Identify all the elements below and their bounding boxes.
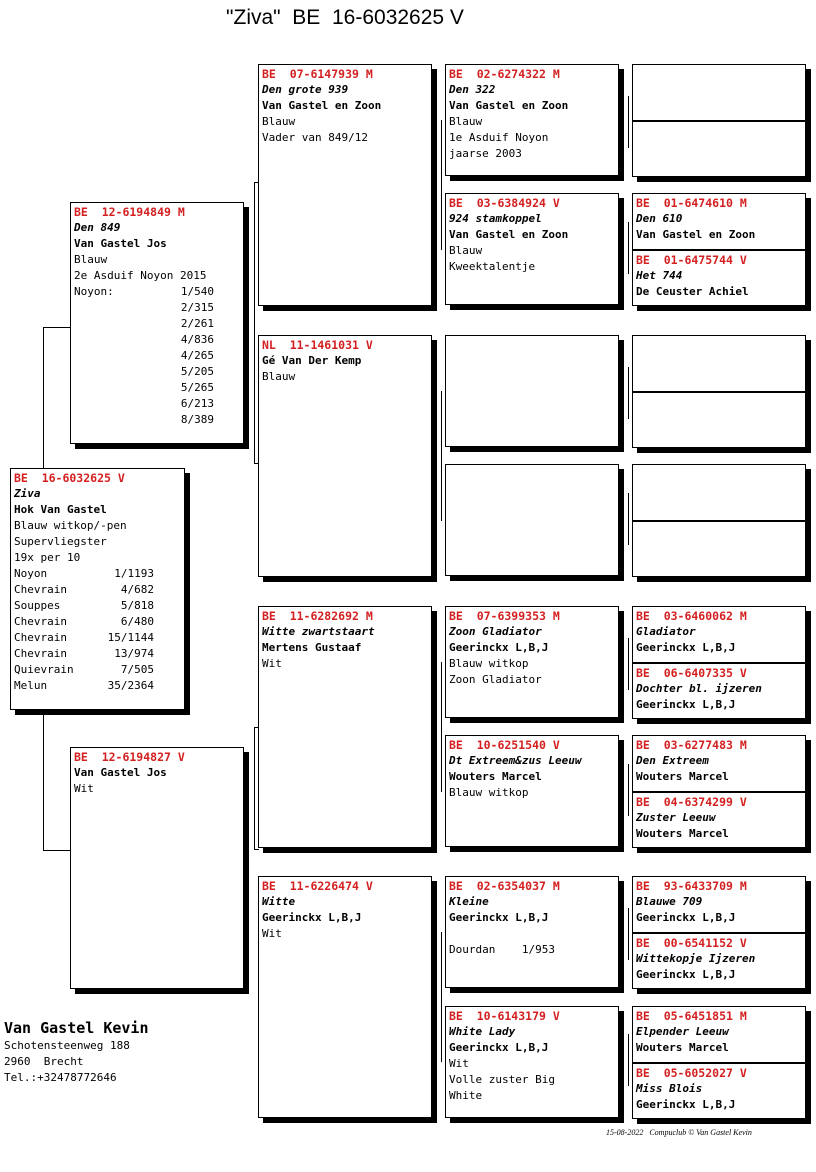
gen4-card[interactable] <box>632 250 806 306</box>
pigeon-name: Gladiator <box>636 625 696 638</box>
mother-card[interactable] <box>70 747 244 989</box>
ring-number: BE 12-6194827 V <box>74 750 185 764</box>
connector <box>628 222 629 274</box>
info-line: Blauw <box>262 370 296 383</box>
pigeon-name: Het 744 <box>636 269 683 282</box>
connector <box>441 391 442 521</box>
result-row: Noyon: 1/540 <box>74 285 214 298</box>
gen3-card[interactable] <box>445 876 619 988</box>
pigeon-name: Elpender Leeuw <box>636 1025 729 1038</box>
info-line: Supervliegster <box>14 535 107 548</box>
pigeon-name: Witte <box>262 895 296 908</box>
gen3-card[interactable] <box>445 735 619 847</box>
result-row: Chevrain 4/682 <box>14 583 154 596</box>
gen3-card-empty[interactable] <box>445 464 619 576</box>
result-row: Chevrain 13/974 <box>14 647 154 660</box>
owner: Geerinckx L,B,J <box>449 641 549 654</box>
owner: Geerinckx L,B,J <box>449 1041 549 1054</box>
info-line: Blauw <box>449 244 483 257</box>
connector <box>43 850 70 851</box>
gen4-card-empty[interactable] <box>632 464 806 521</box>
info-line: Blauw <box>449 115 483 128</box>
connector <box>628 638 629 690</box>
owner: Mertens Gustaaf <box>262 641 362 654</box>
granddam-paternal-card[interactable] <box>258 335 432 577</box>
ring-number: BE 06-6407335 V <box>636 666 747 680</box>
gen3-card[interactable] <box>445 64 619 176</box>
connector <box>628 1034 629 1086</box>
fancier-name: Van Gastel Kevin <box>4 1019 149 1037</box>
owner: Wouters Marcel <box>636 770 729 783</box>
owner: Wouters Marcel <box>449 770 542 783</box>
ring-number: BE 02-6274322 M <box>449 67 560 81</box>
info-line <box>449 926 615 942</box>
fancier-street: Schotensteenweg 188 <box>4 1039 130 1052</box>
connector <box>254 182 255 464</box>
info-line: Blauw <box>262 115 296 128</box>
gen4-card-empty[interactable] <box>632 121 806 177</box>
fancier-address <box>4 1018 149 1086</box>
result-row: Chevrain 6/480 <box>14 615 154 628</box>
owner: De Ceuster Achiel <box>636 285 749 298</box>
info-line: Blauw <box>74 253 108 266</box>
connector <box>254 727 255 849</box>
pigeon-name: Den 849 <box>74 221 121 234</box>
result-row: Melun 35/2364 <box>14 679 154 692</box>
pigeon-name: Ziva <box>14 487 41 500</box>
info-line: Kweektalentje <box>449 260 536 273</box>
info-line: Vader van 849/12 <box>262 131 368 144</box>
info-line: Dourdan 1/953 <box>449 943 555 956</box>
ring-number: BE 07-6399353 M <box>449 609 560 623</box>
pigeon-name: 924 stamkoppel <box>449 212 542 225</box>
ring-number: BE 04-6374299 V <box>636 795 747 809</box>
gen4-card[interactable] <box>632 933 806 989</box>
pigeon-name: Den grote 939 <box>262 83 349 96</box>
grandsire-maternal-card[interactable] <box>258 606 432 848</box>
ring-number: BE 02-6354037 M <box>449 879 560 893</box>
connector <box>441 120 442 250</box>
pigeon-name: Wittekopje Ijzeren <box>636 952 756 965</box>
connector <box>43 327 70 328</box>
pigeon-name: Miss Blois <box>636 1082 703 1095</box>
owner: Geerinckx L,B,J <box>636 968 736 981</box>
gen4-card[interactable] <box>632 193 806 250</box>
owner: Van Gastel Jos <box>74 766 167 779</box>
result-row: 2/261 <box>180 317 214 330</box>
gen3-card[interactable] <box>445 193 619 305</box>
owner: Van Gastel en Zoon <box>262 99 382 112</box>
connector <box>628 908 629 960</box>
result-row: 8/389 <box>180 413 214 426</box>
ring-number: BE 03-6277483 M <box>636 738 747 752</box>
ring-number: BE 05-6451851 M <box>636 1009 747 1023</box>
gen4-card-empty[interactable] <box>632 392 806 448</box>
result-row: Souppes 5/818 <box>14 599 154 612</box>
result-row: 5/265 <box>180 381 214 394</box>
ring-number: BE 01-6474610 M <box>636 196 747 210</box>
gen4-card[interactable] <box>632 735 806 792</box>
connector <box>628 96 629 148</box>
ring-number: BE 07-6147939 M <box>262 67 373 81</box>
ring-number: BE 10-6143179 V <box>449 1009 560 1023</box>
info-line: 2e Asduif Noyon 2015 <box>74 269 207 282</box>
info-line: Blauw witkop <box>449 786 529 799</box>
owner: Geerinckx L,B,J <box>636 911 736 924</box>
info-line: Volle zuster Big <box>449 1073 555 1086</box>
owner: Gé Van Der Kemp <box>262 354 362 367</box>
ring-number: BE 16-6032625 V <box>14 471 125 485</box>
owner: Hok Van Gastel <box>14 503 107 516</box>
result-row: Chevrain 15/1144 <box>14 631 154 644</box>
info-line: Wit <box>262 927 282 940</box>
pigeon-name: Zuster Leeuw <box>636 811 716 824</box>
gen4-card[interactable] <box>632 792 806 848</box>
ring-number: BE 93-6433709 M <box>636 879 747 893</box>
connector <box>628 367 629 419</box>
info-line: 1e Asduif Noyon <box>449 131 549 144</box>
owner: Geerinckx L,B,J <box>636 1098 736 1111</box>
pigeon-name: Witte zwartstaart <box>262 625 375 638</box>
pigeon-name: Dt Extreem&zus Leeuw <box>449 754 582 767</box>
info-line: Wit <box>449 1057 469 1070</box>
connector <box>43 709 44 851</box>
result-row: Noyon 1/1193 <box>14 567 154 580</box>
pigeon-name: Blauwe 709 <box>636 895 703 908</box>
gen4-card-empty[interactable] <box>632 64 806 121</box>
owner: Geerinckx L,B,J <box>262 911 362 924</box>
ring-number: BE 03-6460062 M <box>636 609 747 623</box>
gen3-card[interactable] <box>445 1006 619 1118</box>
gen4-card[interactable] <box>632 876 806 933</box>
pigeon-name: White Lady <box>449 1025 516 1038</box>
owner: Van Gastel en Zoon <box>449 99 569 112</box>
info-line: Blauw witkop <box>449 657 529 670</box>
ring-number: BE 01-6475744 V <box>636 253 747 267</box>
result-row: 2/315 <box>180 301 214 314</box>
ring-number: BE 03-6384924 V <box>449 196 560 210</box>
pigeon-name: Den Extreem <box>636 754 709 767</box>
owner: Geerinckx L,B,J <box>449 911 549 924</box>
connector <box>441 662 442 792</box>
result-row: 4/836 <box>180 333 214 346</box>
connector <box>628 764 629 816</box>
result-row: 4/265 <box>180 349 214 362</box>
granddam-maternal-card[interactable] <box>258 876 432 1118</box>
info-line: White <box>449 1089 483 1102</box>
ring-number: BE 00-6541152 V <box>636 936 747 950</box>
gen4-card[interactable] <box>632 1063 806 1119</box>
pigeon-name: Zoon Gladiator <box>449 625 542 638</box>
connector <box>43 327 44 469</box>
connector <box>628 493 629 545</box>
owner: Van Gastel Jos <box>74 237 167 250</box>
info-line: Zoon Gladiator <box>449 673 542 686</box>
owner: Van Gastel en Zoon <box>636 228 756 241</box>
ring-number: BE 11-6282692 M <box>262 609 373 623</box>
gen4-card-empty[interactable] <box>632 521 806 577</box>
father-card[interactable] <box>70 202 244 444</box>
gen4-card[interactable] <box>632 1006 806 1063</box>
gen4-card[interactable] <box>632 606 806 663</box>
connector <box>254 849 259 850</box>
ring-number: BE 12-6194849 M <box>74 205 185 219</box>
footer-credit: 15-08-2022 Compuclub © Van Gastel Kevin <box>606 1128 752 1137</box>
ring-number: BE 10-6251540 V <box>449 738 560 752</box>
info-line: Wit <box>74 782 94 795</box>
pedigree-title: "Ziva" BE 16-6032625 V <box>226 6 464 29</box>
pigeon-name: Den 610 <box>636 212 683 225</box>
gen3-card-empty[interactable] <box>445 335 619 447</box>
gen4-card-empty[interactable] <box>632 335 806 392</box>
owner: Geerinckx L,B,J <box>636 698 736 711</box>
pigeon-name: Den 322 <box>449 83 496 96</box>
info-line: jaarse 2003 <box>449 147 522 160</box>
result-row: 5/205 <box>180 365 214 378</box>
gen3-card[interactable] <box>445 606 619 718</box>
owner: Geerinckx L,B,J <box>636 641 736 654</box>
subject-card[interactable] <box>10 468 185 710</box>
owner: Wouters Marcel <box>636 827 729 840</box>
grandsire-paternal-card[interactable] <box>258 64 432 306</box>
result-row: 6/213 <box>180 397 214 410</box>
ring-number: NL 11-1461031 V <box>262 338 373 352</box>
owner: Wouters Marcel <box>636 1041 729 1054</box>
connector <box>441 932 442 1062</box>
pigeon-name: Kleine <box>449 895 489 908</box>
info-line: 19x per 10 <box>14 551 81 564</box>
ring-number: BE 05-6052027 V <box>636 1066 747 1080</box>
info-line: Blauw witkop/-pen <box>14 519 127 532</box>
info-line: Wit <box>262 657 282 670</box>
fancier-city: 2960 Brecht <box>4 1055 84 1068</box>
result-row: Quievrain 7/505 <box>14 663 154 676</box>
pigeon-name: Dochter bl. ijzeren <box>636 682 762 695</box>
gen4-card[interactable] <box>632 663 806 719</box>
owner: Van Gastel en Zoon <box>449 228 569 241</box>
fancier-phone: Tel.:+32478772646 <box>4 1071 117 1084</box>
ring-number: BE 11-6226474 V <box>262 879 373 893</box>
